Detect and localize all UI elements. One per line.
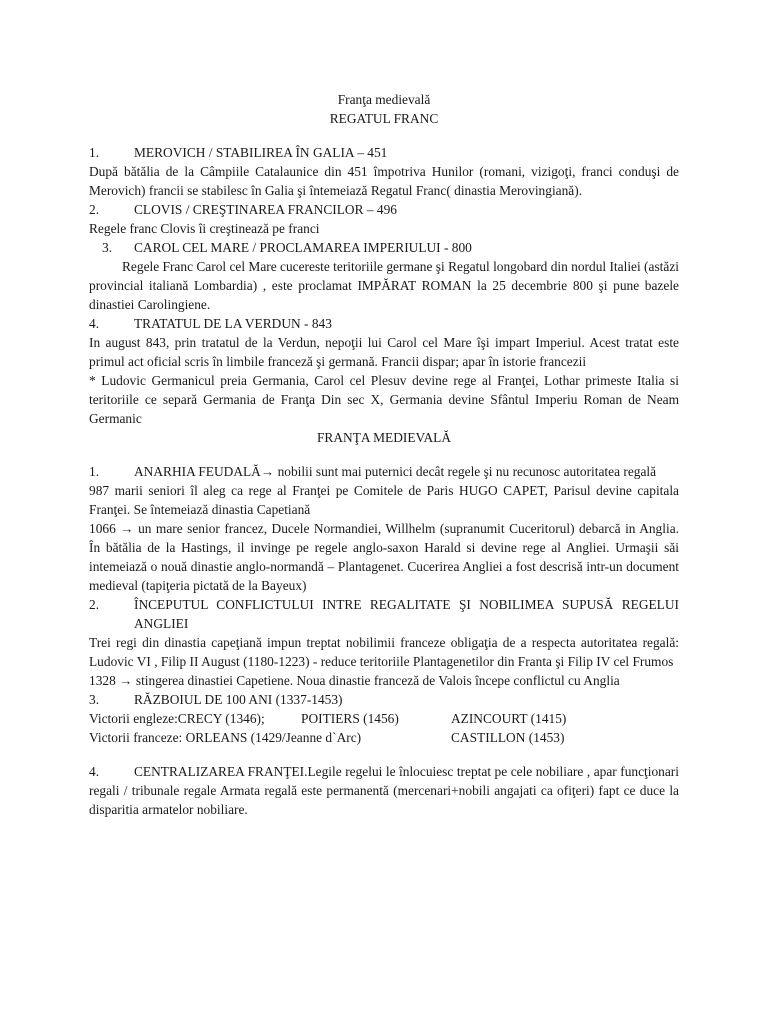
section-title: CLOVIS / CREŞTINAREA FRANCILOR – 496	[134, 202, 397, 217]
victory-row	[89, 728, 679, 747]
section-heading	[89, 238, 679, 257]
paragraph: Regele franc Clovis îi creştinează pe franci	[89, 221, 320, 236]
section-number: 2.	[89, 202, 100, 217]
section-number: 3.	[102, 240, 113, 255]
section-number: 3.	[89, 692, 100, 707]
document-title: Franţa medievală	[337, 92, 431, 107]
section-number: 4.	[89, 316, 100, 331]
section-title: RĂZBOIUL DE 100 ANI (1337-1453)	[134, 692, 343, 707]
section-heading	[89, 690, 679, 709]
section-heading	[89, 314, 679, 333]
paragraph: 987 marii seniori îl aleg ca rege al Franţei pe Comitele de Paris HUGO CAPET, Parisul devine capitala Franţei. Se întemeiază dinastia Capetiană	[89, 483, 679, 517]
victory-cell: Victorii engleze:CRECY (1346);	[89, 711, 265, 726]
paragraph: 1066 → un mare senior francez, Ducele Normandiei, Willhelm (supranumit Cuceritorul) debarcă in Anglia. În bătălia de la Hastings, il invinge pe regele anglo-saxon Harald si devine rege al Angliei. Urmaşii săi intemeiază o nouă dinastie anglo-normandă – Plantagenet. Cucerirea Angliei a fost descrisă intr-un document medieval (tapiţeria pictată de la Bayeux)	[89, 521, 679, 593]
section-body: CENTRALIZAREA FRANŢEI.Legile regelui le înlocuiesc treptat pe cele nobiliare , apar funcţionari regali / tribunale regale Armata regală este permanentă (mercenari+nobili angajati ca ofiţeri) fapt ce duce la disparitia armatelor nobiliare.	[89, 764, 679, 817]
section-heading	[89, 595, 679, 633]
victory-cell: AZINCOURT (1415)	[451, 711, 567, 726]
section-number: 4.	[89, 764, 100, 779]
paragraph: 1328 → stingerea dinastiei Capetiene. Noua dinastie franceză de Valois începe conflictul cu Anglia	[89, 673, 620, 688]
section-title: ÎNCEPUTUL CONFLICTULUI INTRE REGALITATE ŞI NOBILIMEA SUPUSĂ REGELUI ANGLIEI	[134, 597, 679, 631]
document-subtitle: REGATUL FRANC	[329, 111, 439, 126]
document-page	[89, 90, 679, 819]
section-number: 2.	[89, 597, 100, 612]
section-heading	[89, 462, 679, 481]
section-title: MEROVICH / STABILIREA ÎN GALIA – 451	[134, 145, 388, 160]
section-title: CAROL CEL MARE / PROCLAMAREA IMPERIULUI - 800	[134, 240, 472, 255]
paragraph: In august 843, prin tratatul de la Verdun, nepoţii lui Carol cel Mare îşi impart Imperiul. Acest tratat este primul act oficial scris în limbile franceză şi germană. Francii dispar; apar în istorie francezii	[89, 335, 679, 369]
victory-cell: POITIERS (1456)	[301, 711, 399, 726]
part-title: FRANŢA MEDIEVALĂ	[316, 430, 452, 445]
paragraph	[89, 762, 679, 819]
section-title: ANARHIA FEUDALĂ→ nobilii sunt mai puternici decât regele şi nu recunosc autoritatea regală	[134, 464, 657, 479]
paragraph: După bătălia de la Câmpiile Catalaunice din 451 împotriva Hunilor (romani, vizigoţi, franci conduşi de Merovich) francii se stabilesc în Galia şi întemeiază Regatul Franc( dinastia Merovingiană).	[89, 164, 679, 198]
paragraph: Trei regi din dinastia capeţiană impun treptat nobilimii franceze obligaţia de a respecta autoritatea regală: Ludovic VI , Filip II August (1180-1223) - reduce teritoriile Plantagenetilor din Franta şi Filip IV cel Frumos	[89, 635, 679, 669]
section-heading	[89, 200, 679, 219]
paragraph: Regele Franc Carol cel Mare cucereste teritoriile germane şi Regatul longobard din nordul Italiei (astăzi provincial italiană Lombardia) , este proclamat IMPĂRAT ROMAN la 25 decembrie 800 şi pune bazele dinastiei Carolingiene.	[89, 259, 679, 312]
victory-row	[89, 709, 679, 728]
victory-cell: CASTILLON (1453)	[451, 730, 565, 745]
note-paragraph: * Ludovic Germanicul preia Germania, Carol cel Plesuv devine rege al Franţei, Lothar primeste Italia si teritoriile ce separă Germania de Franţa Din sec X, Germania devine Sfântul Imperiu Roman de Neam Germanic	[89, 373, 679, 426]
section-number: 1.	[89, 464, 100, 479]
section-number: 1.	[89, 145, 100, 160]
section-heading	[89, 143, 679, 162]
section-title: TRATATUL DE LA VERDUN - 843	[134, 316, 332, 331]
victory-cell: Victorii franceze: ORLEANS (1429/Jeanne d`Arc)	[89, 730, 362, 745]
